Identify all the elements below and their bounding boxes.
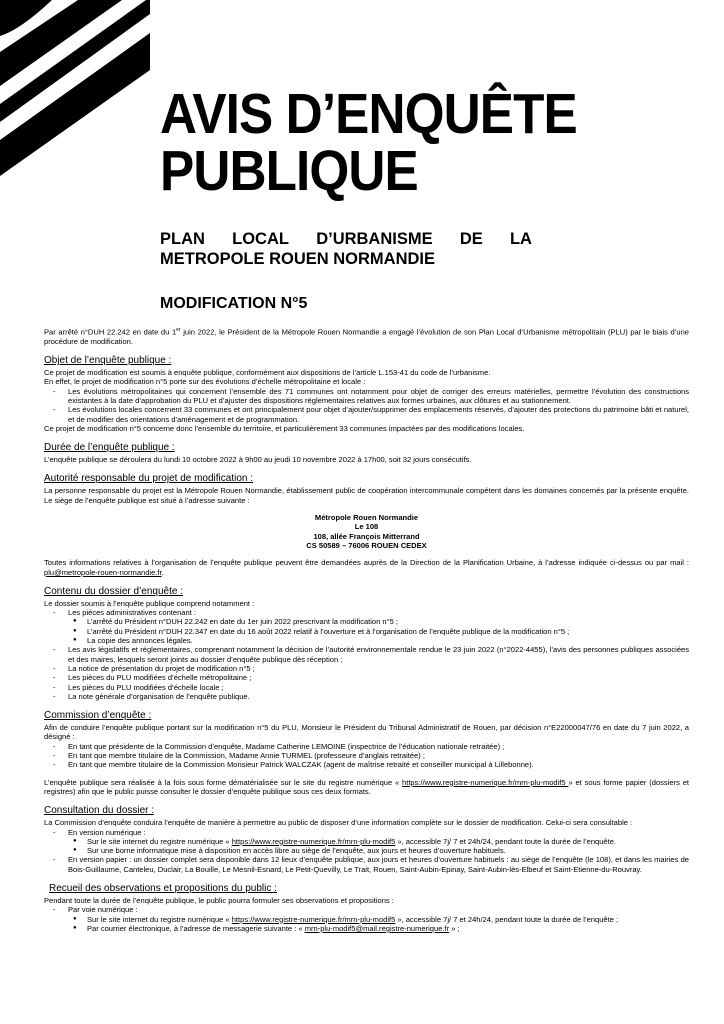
paragraph: Le dossier soumis à l’enquête publique comprend notamment : xyxy=(44,598,255,608)
title-line-2: PUBLIQUE xyxy=(160,139,418,203)
address-line: Métropole Rouen Normandie xyxy=(314,513,419,523)
dash-item: - La notice de présentation du projet de modification n°5 ; xyxy=(44,664,689,673)
intro-paragraph: Par arrêté n°DUH 22.242 en date du 1er juin 2022, le Président de la Métropole Rouen Normandie a engagé l’évolution de son Plan Local d’Urbanisme métropolitain (PLU) par le biais d’une procédure de modification. xyxy=(44,327,690,346)
paragraph: La Commission d’enquête conduira l’enquête de manière à permettre au public de disposer d’une information complète sur le dossier de modification. Celui-ci sera consultable : xyxy=(44,818,633,828)
dash-item: - En tant que membre titulaire de la Commission Monsieur Patrick WALCZAK (agent de maîtrise retraité et conseiller municipal à Lillebonne). xyxy=(44,760,689,769)
dash-item: - En version numérique : xyxy=(44,828,689,837)
paragraph: L’enquête publique se déroulera du lundi 10 octobre 2022 à 9h00 au jeudi 10 novembre 2022 à 17h00, soit 32 jours consécutifs. xyxy=(44,455,472,465)
bullet-item: ● Sur une borne informatique mise à disposition en accès libre au siège de l’enquête, aux jours et heures d’ouverture habituels. xyxy=(44,846,689,855)
subtitle-word: DE xyxy=(459,230,483,248)
metropole-logo-icon xyxy=(0,0,150,185)
paragraph: Toutes informations relatives à l’organisation de l’enquête publique peuvent être demandées auprès de la Direction de la Planification Urbaine, à l’adresse indiquée ci-dessus ou par mail : plu@metropole-rouen-normandie.fr. xyxy=(44,558,689,577)
paragraph: Pendant toute la durée de l’enquête publique, le public pourra formuler ses observations et propositions : xyxy=(44,895,394,905)
bullet-item: ● Sur le site internet du registre numérique « https://www.registre-numerique.fr/mrn-plu-modif5 », accessible 7j/ 7 et 24h/24, pendant toute la durée de l’enquête. xyxy=(44,837,689,846)
bullet-item: ● La copie des annonces légales. xyxy=(44,636,689,645)
email-link[interactable]: mrn-plu-modif5@mail.registre-numerique.fr xyxy=(304,923,450,933)
dash-item: - Les avis législatifs et réglementaires, comprenant notamment la décision de l’autorité environnementale rendue le 23 juin 2022 (n°2022-4455), l’avis des personnes publiques associées et des maires, lesquels seront joints au dossier d’enquête publique dès réception ; xyxy=(44,645,689,664)
subtitle-word: PLAN xyxy=(160,230,205,248)
subtitle-line-2: METROPOLE ROUEN NORMANDIE xyxy=(160,250,436,268)
page-title xyxy=(160,82,577,203)
section-heading-commission: Commission d’enquête : xyxy=(44,710,152,722)
dash-item: - Par voie numérique : xyxy=(44,905,689,914)
registre-link[interactable]: https://www.registre-numerique.fr/mrn-plu-modif5 xyxy=(231,914,396,924)
section-heading-recueil: Recueil des observations et propositions du public : xyxy=(49,882,277,894)
section-heading-objet: Objet de l’enquête publique : xyxy=(44,355,172,367)
paragraph: Ce projet de modification est soumis à enquête publique, conformément aux dispositions de l’article L.153-41 du code de l’urbanisme. xyxy=(44,368,491,378)
email-link[interactable]: plu@metropole-rouen-normandie.fr xyxy=(44,567,162,577)
dash-item: - La note générale d’organisation de l’enquête publique. xyxy=(44,692,689,701)
paragraph: Ce projet de modification n°5 concerne donc l’ensemble du territoire, et particulièrement 33 communes impactées par des modifications locales. xyxy=(44,423,525,433)
dash-item: - En tant que présidente de la Commission d’enquête, Madame Catherine LEMOINE (inspectrice de l’éducation nationale retraitée) ; xyxy=(44,742,689,751)
registre-link[interactable]: https://www.registre-numerique.fr/mrn-plu-modif5 xyxy=(231,836,396,846)
dash-item: - Les évolutions métropolitaines qui concernent l’ensemble des 71 communes ont notamment pour objet de corriger des erreurs matérielles, permettre l’évolution des constructions existantes à la date d’approbation du PLU et d’ajuster des dispositions réglementaires relatives aux formes urbaines, aux clôtures et au stationnement. xyxy=(44,387,689,406)
subtitle-line-1 xyxy=(160,229,532,249)
notice-body xyxy=(44,326,689,933)
title-line-1: AVIS D’ENQUÊTE xyxy=(160,82,577,146)
dash-item: - Les pièces administratives contenant : xyxy=(44,608,689,617)
section-heading-autorite: Autorité responsable du projet de modification : xyxy=(44,473,254,485)
paragraph: Afin de conduire l’enquête publique portant sur la modification n°5 du PLU, Monsieur le Président du Tribunal Administratif de Rouen, par décision n°E22000047/76 en date du 7 juin 2022, a désigné : xyxy=(44,723,689,742)
section-heading-contenu: Contenu du dossier d’enquête : xyxy=(44,585,183,597)
ordinal-superscript: er xyxy=(176,327,181,333)
paragraph: L’enquête publique sera réalisée à la fois sous forme dématérialisée sur le site du registre numérique « https://www.registre-numerique.fr/mrn-plu-modif5 » et sous forme papier (dossiers et registres) afin que le public puisse consulter le dossier d’enquête publique sous ces deux formats. xyxy=(44,777,689,796)
address-line: CS 50589 – 76006 ROUEN CEDEX xyxy=(306,540,427,550)
registre-link[interactable]: https://www.registre-numerique.fr/mrn-plu-modif5 xyxy=(402,777,569,787)
modification-title: MODIFICATION N°5 xyxy=(160,295,308,312)
paragraph: En effet, le projet de modification n°5 porte sur des évolutions d’échelle métropolitaine et locale : xyxy=(44,377,366,387)
subtitle-word: D’URBANISME xyxy=(316,230,433,248)
address-line: Le 108 xyxy=(354,522,379,532)
dash-item: - Les pièces du PLU modifiées d’échelle métropolitaine ; xyxy=(44,673,689,682)
subtitle-word: LA xyxy=(509,230,532,248)
bullet-item: ● Sur le site internet du registre numérique « https://www.registre-numerique.fr/mrn-plu-modif5 », accessible 7j/ 7 et 24h/24, pendant toute la durée de l’enquête ; xyxy=(44,915,689,924)
dash-item: - En tant que membre titulaire de la Commission, Madame Annie TURMEL (professeure d’anglais retraitée) ; xyxy=(44,751,689,760)
paragraph: La personne responsable du projet est la Métropole Rouen Normandie, établissement public de coopération intercommunale compétent dans les domaines concernés par la présente enquête. Le siège de l’enquête publique est situé à l’adresse suivante : xyxy=(44,486,689,505)
dash-item: - Les évolutions locales concernent 33 communes et ont principalement pour objet d’ajouter/supprimer des emplacements réservés, d’ajouter des protections du patrimoine bâti et naturel, et de modifier des orientations d’aménagement et de programmation. xyxy=(44,405,689,424)
bullet-item: ● L’arrêté du Président n°DUH 22.242 en date du 1er juin 2022 prescrivant la modification n°5 ; xyxy=(44,617,689,626)
bullet-item: ● Par courrier électronique, à l’adresse de messagerie suivante : « mrn-plu-modif5@mail.registre-numerique.fr » ; xyxy=(44,924,689,933)
plan-subtitle xyxy=(160,229,532,269)
bullet-item: ● L’arrêté du Président n°DUH 22.347 en date du 16 août 2022 relatif à l’ouverture et à l’organisation de l’enquête publique de la modification n°5 ; xyxy=(44,627,689,636)
address-line: 108, allée François Mitterrand xyxy=(313,531,420,541)
dash-item: - Les pièces du PLU modifiées d’échelle locale ; xyxy=(44,683,689,692)
dash-item: - En version papier : un dossier complet sera disponible dans 12 lieux d’enquête publique, aux jours et heures d’ouverture habituels : au siège de l’enquête (le 108), et dans les mairies de Bois-Guillaume, Canteleu, Duclair, La Bouille, Le Mesnil-Esnard, Le Petit-Quevilly, Le Trait, Rouen, Saint-Aubin-Epinay, Saint-Aubin-lès-Elbeuf et Saint-Etienne-du-Rouvray. xyxy=(44,855,689,874)
section-heading-consultation: Consultation du dossier : xyxy=(44,805,155,817)
subtitle-word: LOCAL xyxy=(232,230,289,248)
section-heading-duree: Durée de l’enquête publique : xyxy=(44,442,175,454)
